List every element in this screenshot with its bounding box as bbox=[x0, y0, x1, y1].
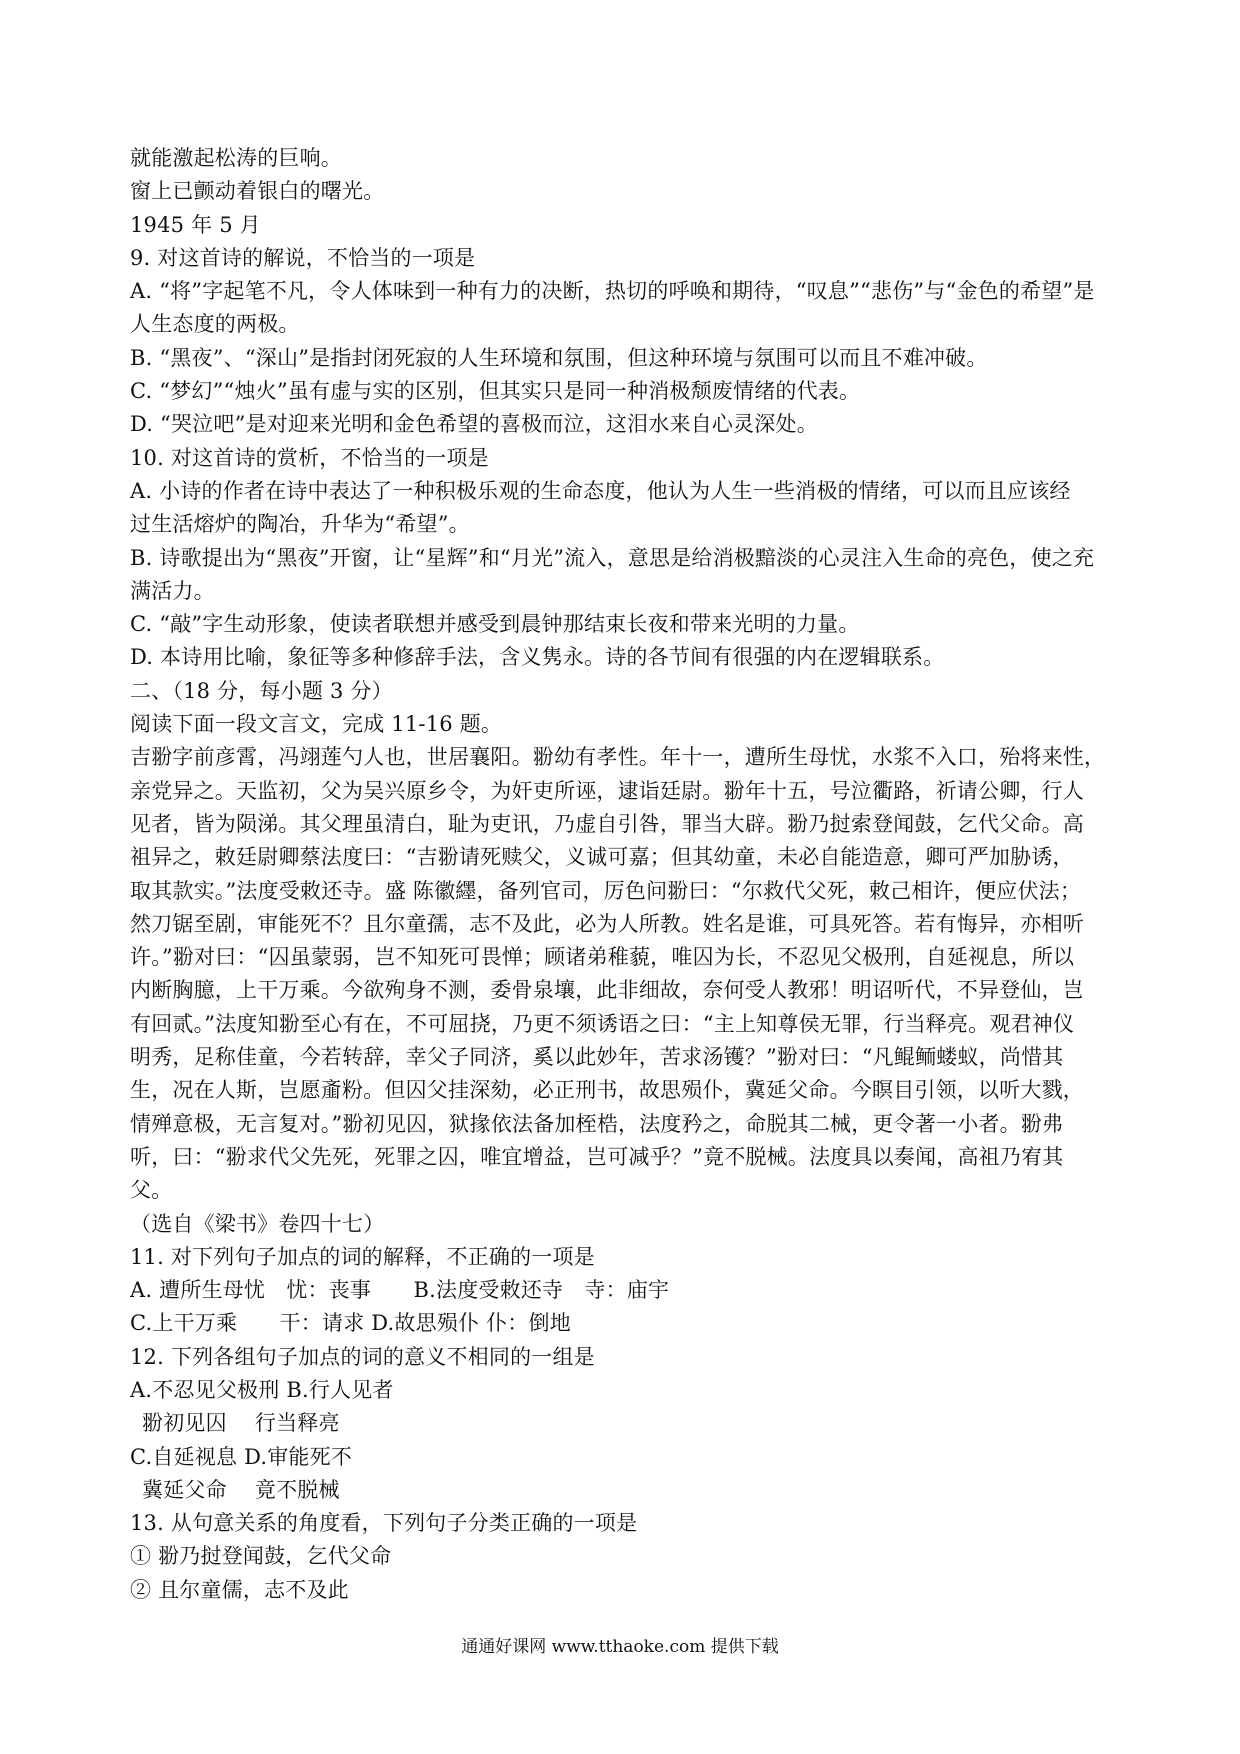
passage-line: 取其款实。”法度受敕还寺。盛 陈徽纆，备列官司，厉色问翂曰：“尔救代父死，敕己相许，便应伏法； bbox=[130, 878, 1082, 903]
question-12-options-ab-pair: 翂初见囚 行当释亮 bbox=[142, 1411, 340, 1436]
question-10-stem: 10. 对这首诗的赏析，不恰当的一项是 bbox=[130, 445, 489, 470]
question-10-option-d: D. 本诗用比喻，象征等多种修辞手法，含义隽永。诗的各节间有很强的内在逻辑联系。 bbox=[130, 645, 945, 670]
question-10-option-a: A. 小诗的作者在诗中表达了一种积极乐观的生命态度，他认为人生一些消极的情绪，可以而且应该经 bbox=[130, 478, 1071, 503]
question-10-option-b-cont: 满活力。 bbox=[130, 578, 215, 603]
question-12-options-ab: A.不忍见父极刑 B.行人见者 bbox=[130, 1377, 394, 1402]
passage-line: 祖异之，敕廷尉卿蔡法度曰：“吉翂请死赎父，义诚可嘉；但其幼童，未必自能造意，卿可严加胁诱， bbox=[130, 845, 1074, 870]
passage-line: 吉翂字前彦霄，冯翊莲勺人也，世居襄阳。翂幼有孝性。年十一，遭所生母忧，水浆不入口，殆将来性， bbox=[130, 745, 1105, 770]
question-11-stem: 11. 对下列句子加点的词的解释，不正确的一项是 bbox=[130, 1244, 595, 1269]
question-12-options-cd: C.自延视息 D.审能死不 bbox=[130, 1444, 353, 1469]
passage-line: 有回贰。”法度知翂至心有在，不可屈挠，乃更不须诱语之曰：“主上知尊侯无罪，行当释亮。观君神仪 bbox=[130, 1011, 1075, 1036]
question-9-stem: 9. 对这首诗的解说，不恰当的一项是 bbox=[130, 245, 476, 270]
question-10-option-a-cont: 过生活熔炉的陶冶，升华为“希望”。 bbox=[130, 512, 470, 537]
passage-line: 听，曰：“翂求代父先死，死罪之囚，唯宜增益，岂可减乎？”竟不脱械。法度具以奏闻，高祖乃宥其 bbox=[130, 1144, 1064, 1169]
question-9-option-b: B. “黑夜”、“深山”是指封闭死寂的人生环境和氛围，但这种环境与氛围可以而且不难冲破。 bbox=[130, 345, 988, 370]
passage-line: 明秀，足称佳童，今若转辞，幸父子同济，奚以此妙年，苦求汤镬？”翂对曰：“凡鲲鲕蝼蚁，尚惜其 bbox=[130, 1045, 1064, 1070]
poem-date: 1945 年 5 月 bbox=[130, 212, 261, 237]
section-2-instruction: 阅读下面一段文言文，完成 11-16 题。 bbox=[130, 712, 503, 737]
question-10-option-c: C. “敲”字生动形象，使读者联想并感受到晨钟那结束长夜和带来光明的力量。 bbox=[130, 612, 860, 637]
passage-line: 生，况在人斯，岂愿齑粉。但囚父挂深劾，必正刑书，故思殒仆，冀延父命。今瞑目引领，以听大戮， bbox=[130, 1078, 1084, 1103]
question-12-options-cd-pair: 冀延父命 竟不脱械 bbox=[142, 1477, 340, 1502]
question-13-sentence-1: ① 翂乃挝登闻鼓，乞代父命 bbox=[130, 1544, 392, 1569]
question-9-option-d: D. “哭泣吧”是对迎来光明和金色希望的喜极而泣，这泪水来自心灵深处。 bbox=[130, 412, 818, 437]
question-9-option-a: A. “将”字起笔不凡，令人体味到一种有力的决断，热切的呼唤和期待，“叹息”“悲伤”与“金色的希望”是 bbox=[130, 279, 1095, 304]
passage-line: 见者，皆为陨涕。其父理虽清白，耻为吏讯，乃虚自引咎，罪当大辟。翂乃挝索登闻鼓，乞代父命。高 bbox=[130, 811, 1084, 836]
question-13-sentence-2: ② 且尔童儒，志不及此 bbox=[130, 1577, 349, 1602]
question-9-option-a-cont: 人生态度的两极。 bbox=[130, 312, 300, 337]
passage-line: 内断胸臆，上干万乘。今欲殉身不测，委骨泉壤，此非细故，奈何受人教邪！明诏听代，不异登仙，岂 bbox=[130, 978, 1084, 1003]
question-11-options-ab: A. 遭所生母忧 忧：丧事 B.法度受敕还寺 寺：庙宇 bbox=[130, 1278, 670, 1303]
poem-line: 窗上已颤动着银白的曙光。 bbox=[130, 179, 385, 204]
page-footer: 通通好课网 www.tthaoke.com 提供下载 bbox=[461, 1637, 779, 1657]
document-body bbox=[130, 142, 1105, 1607]
passage-line: 许。”翂对曰：“囚虽蒙弱，岂不知死可畏惮；顾诸弟稚藐，唯囚为长，不忍见父极刑，自延视息，所以 bbox=[130, 945, 1075, 970]
passage-line: 然刀锯至剧，审能死不？且尔童孺，志不及此，必为人所教。姓名是谁，可具死答。若有悔异，亦相听 bbox=[130, 911, 1084, 936]
poem-line: 就能激起松涛的巨响。 bbox=[130, 146, 342, 170]
passage-source: （选自《梁书》卷四十七） bbox=[130, 1211, 385, 1236]
question-10-option-b: B. 诗歌提出为“黑夜”开窗，让“星辉”和“月光”流入，意思是给消极黯淡的心灵注入生命的亮色，使之充 bbox=[130, 545, 1095, 570]
question-11-options-cd: C.上干万乘 干：请求 D.故思殒仆 仆：倒地 bbox=[130, 1311, 571, 1336]
passage-line: 父。 bbox=[130, 1178, 173, 1203]
question-9-option-c: C. “梦幻”“烛火”虽有虚与实的区别，但其实只是同一种消极颓废情绪的代表。 bbox=[130, 379, 861, 404]
section-2-heading: 二、（18 分，每小题 3 分） bbox=[130, 678, 393, 703]
question-13-stem: 13. 从句意关系的角度看，下列句子分类正确的一项是 bbox=[130, 1511, 638, 1536]
question-12-stem: 12. 下列各组句子加点的词的意义不相同的一组是 bbox=[130, 1344, 595, 1369]
passage-line: 亲党异之。天监初，父为吴兴原乡令，为奸吏所诬，逮诣廷尉。翂年十五，号泣衢路，祈请公卿，行人 bbox=[130, 778, 1084, 803]
passage-line: 情殚意极，无言复对。”翂初见囚，狱掾依法备加桎梏，法度矜之，命脱其二械，更令著一小者。翂弗 bbox=[130, 1111, 1064, 1136]
